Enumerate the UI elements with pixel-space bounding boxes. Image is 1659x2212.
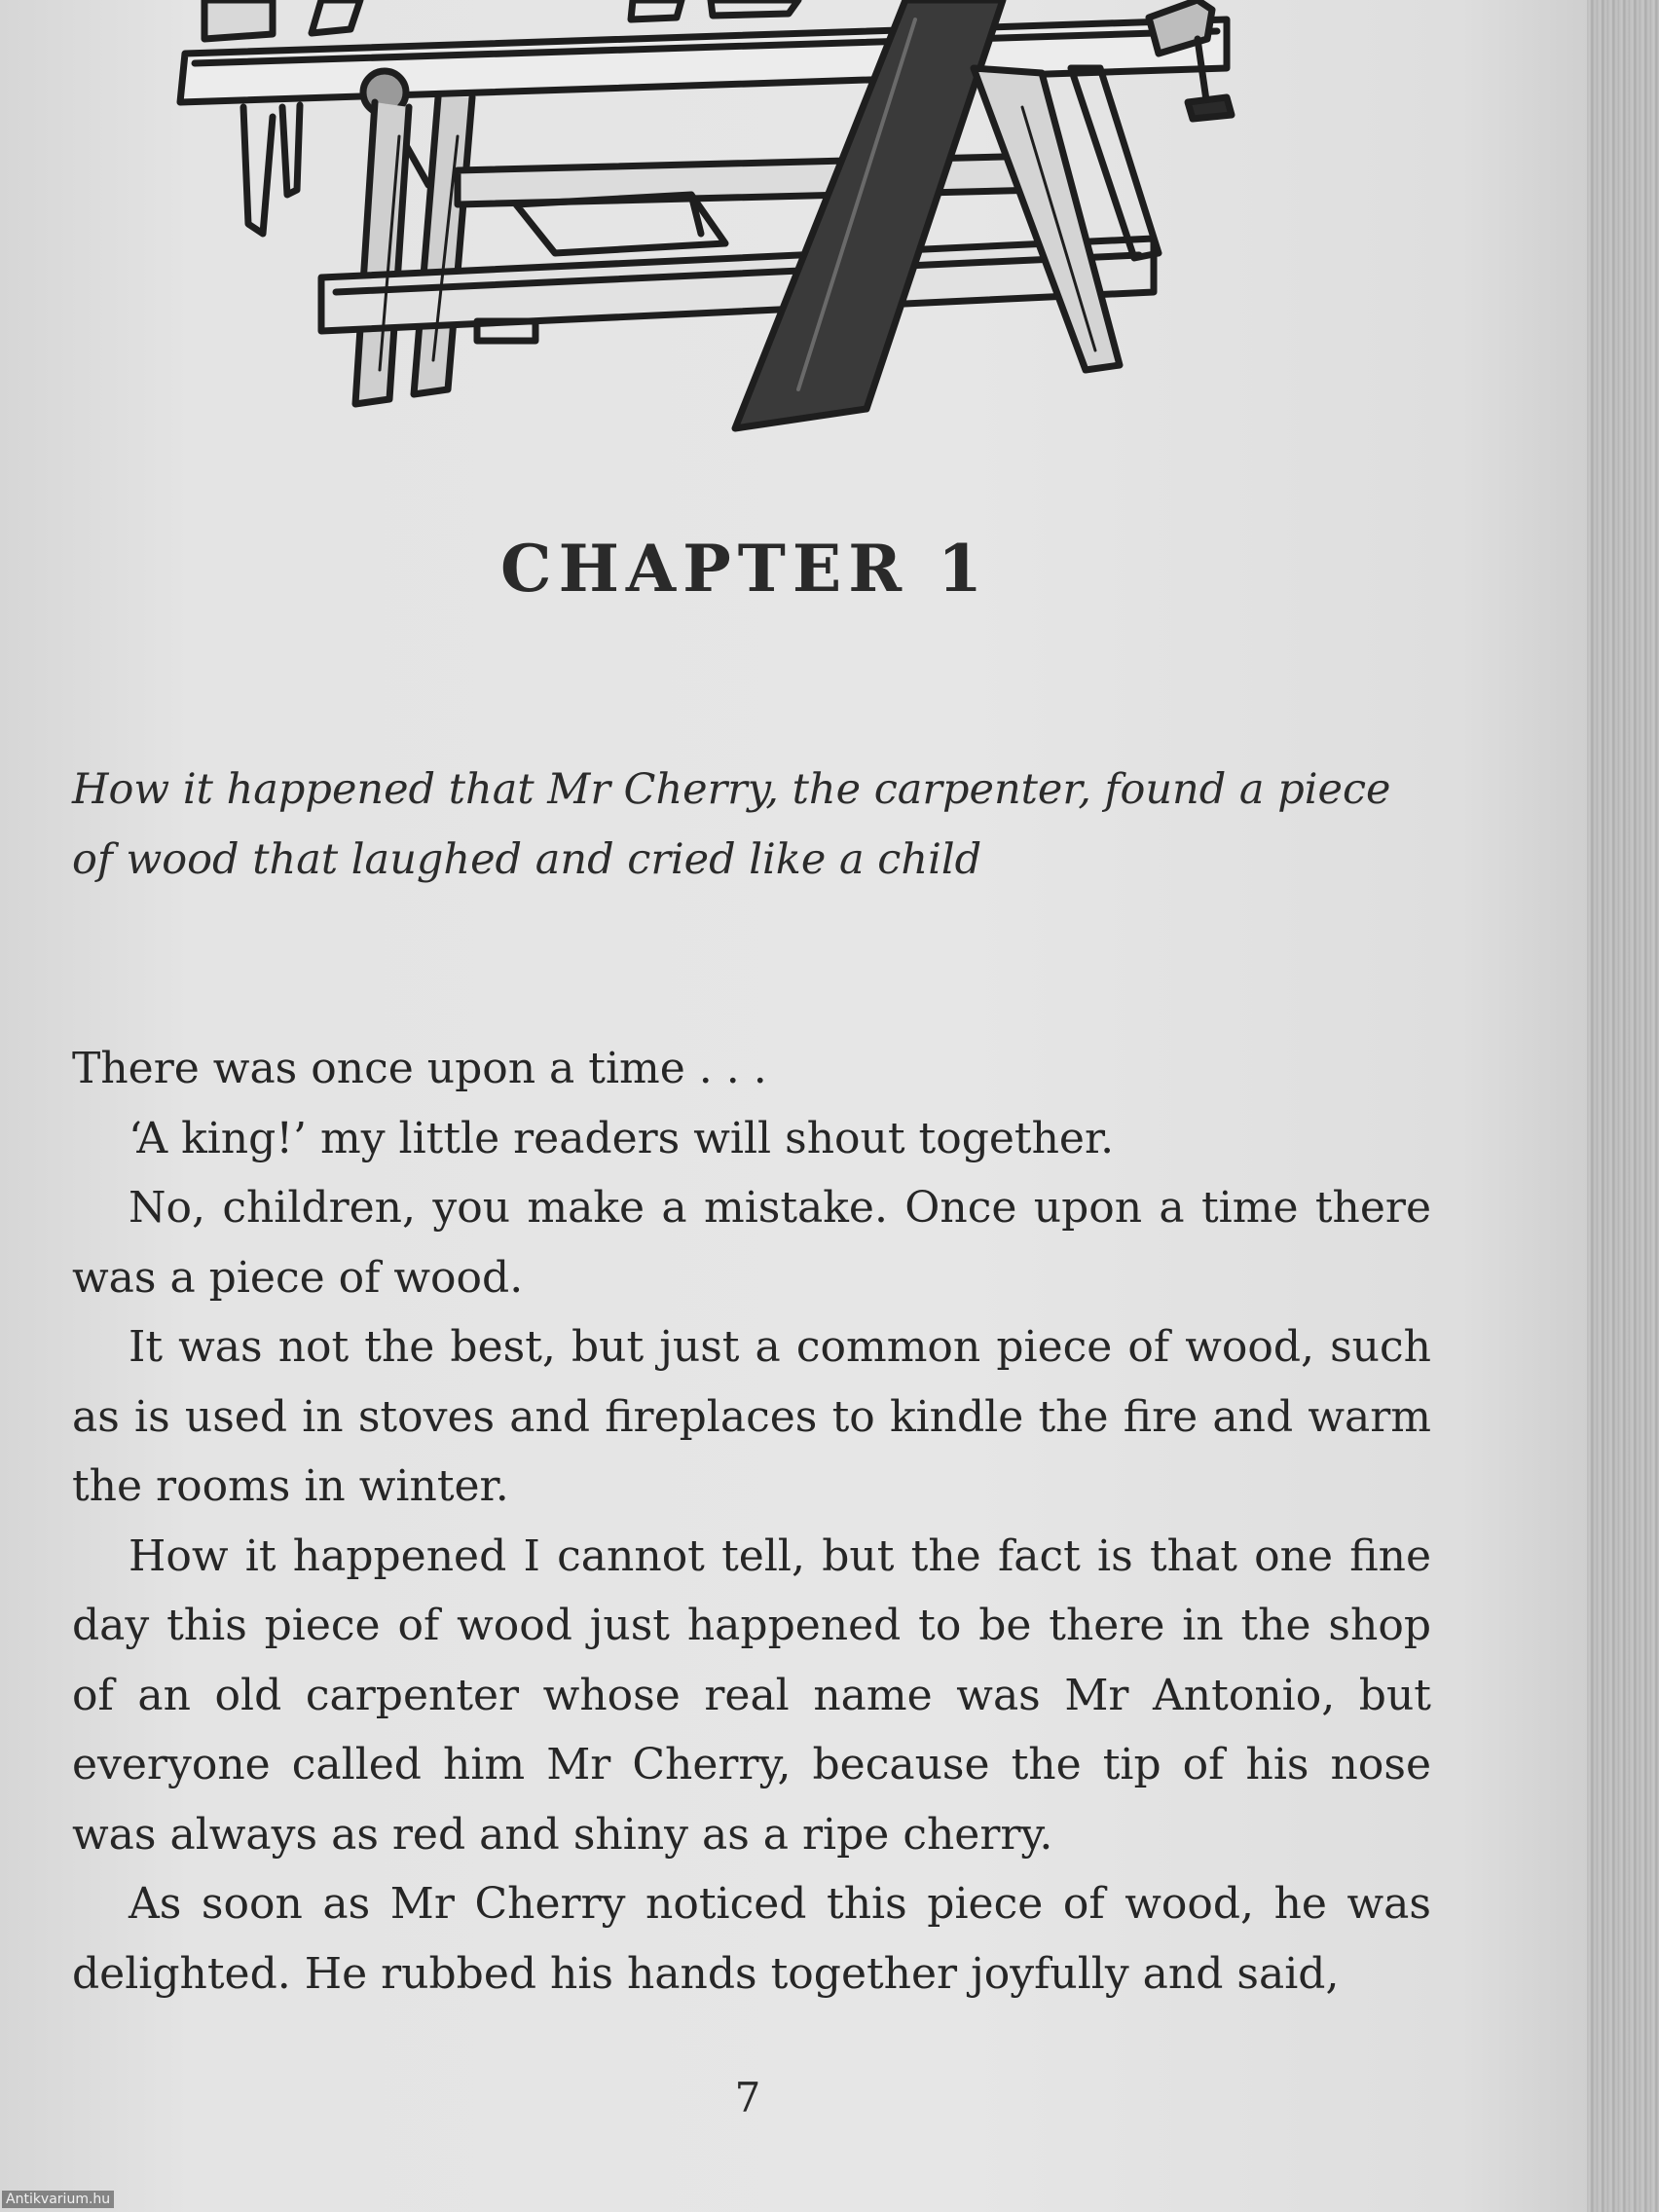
watermark: Antikvarium.hu [2, 2191, 114, 2208]
chapter-title: CHAPTER 1 [500, 531, 989, 607]
paragraph: No, children, you make a mistake. Once upon a time there was a piece of wood. [72, 1183, 1431, 1303]
page-number: 7 [734, 2074, 761, 2121]
paragraph: It was not the best, but just a common piece of wood, such as is used in stoves and fireplaces to kindle the fire and warm the rooms in winter. [72, 1322, 1431, 1511]
page-edge-shadow [1587, 0, 1659, 2212]
paragraph: There was once upon a time . . . [72, 1044, 767, 1093]
paragraph: How it happened I cannot tell, but the fact is that one fine day this piece of wood just happened to be there in the shop of an old carpenter whose real name was Mr Antonio, but everyone called him Mr Cherry, because the tip of his nose was always as red and shiny as a ripe cherry. [72, 1530, 1431, 1860]
chapter-body [72, 1034, 1431, 2009]
chapter-subtitle: How it happened that Mr Cherry, the carpenter, found a piece of wood that laughed and cried like a child [72, 765, 1391, 884]
paragraph: As soon as Mr Cherry noticed this piece of wood, he was delighted. He rubbed his hands together joyfully and said, [72, 1879, 1431, 1999]
carpenter-workbench-illustration [166, 0, 1314, 448]
paragraph: ‘A king!’ my little readers will shout together. [129, 1113, 1115, 1163]
